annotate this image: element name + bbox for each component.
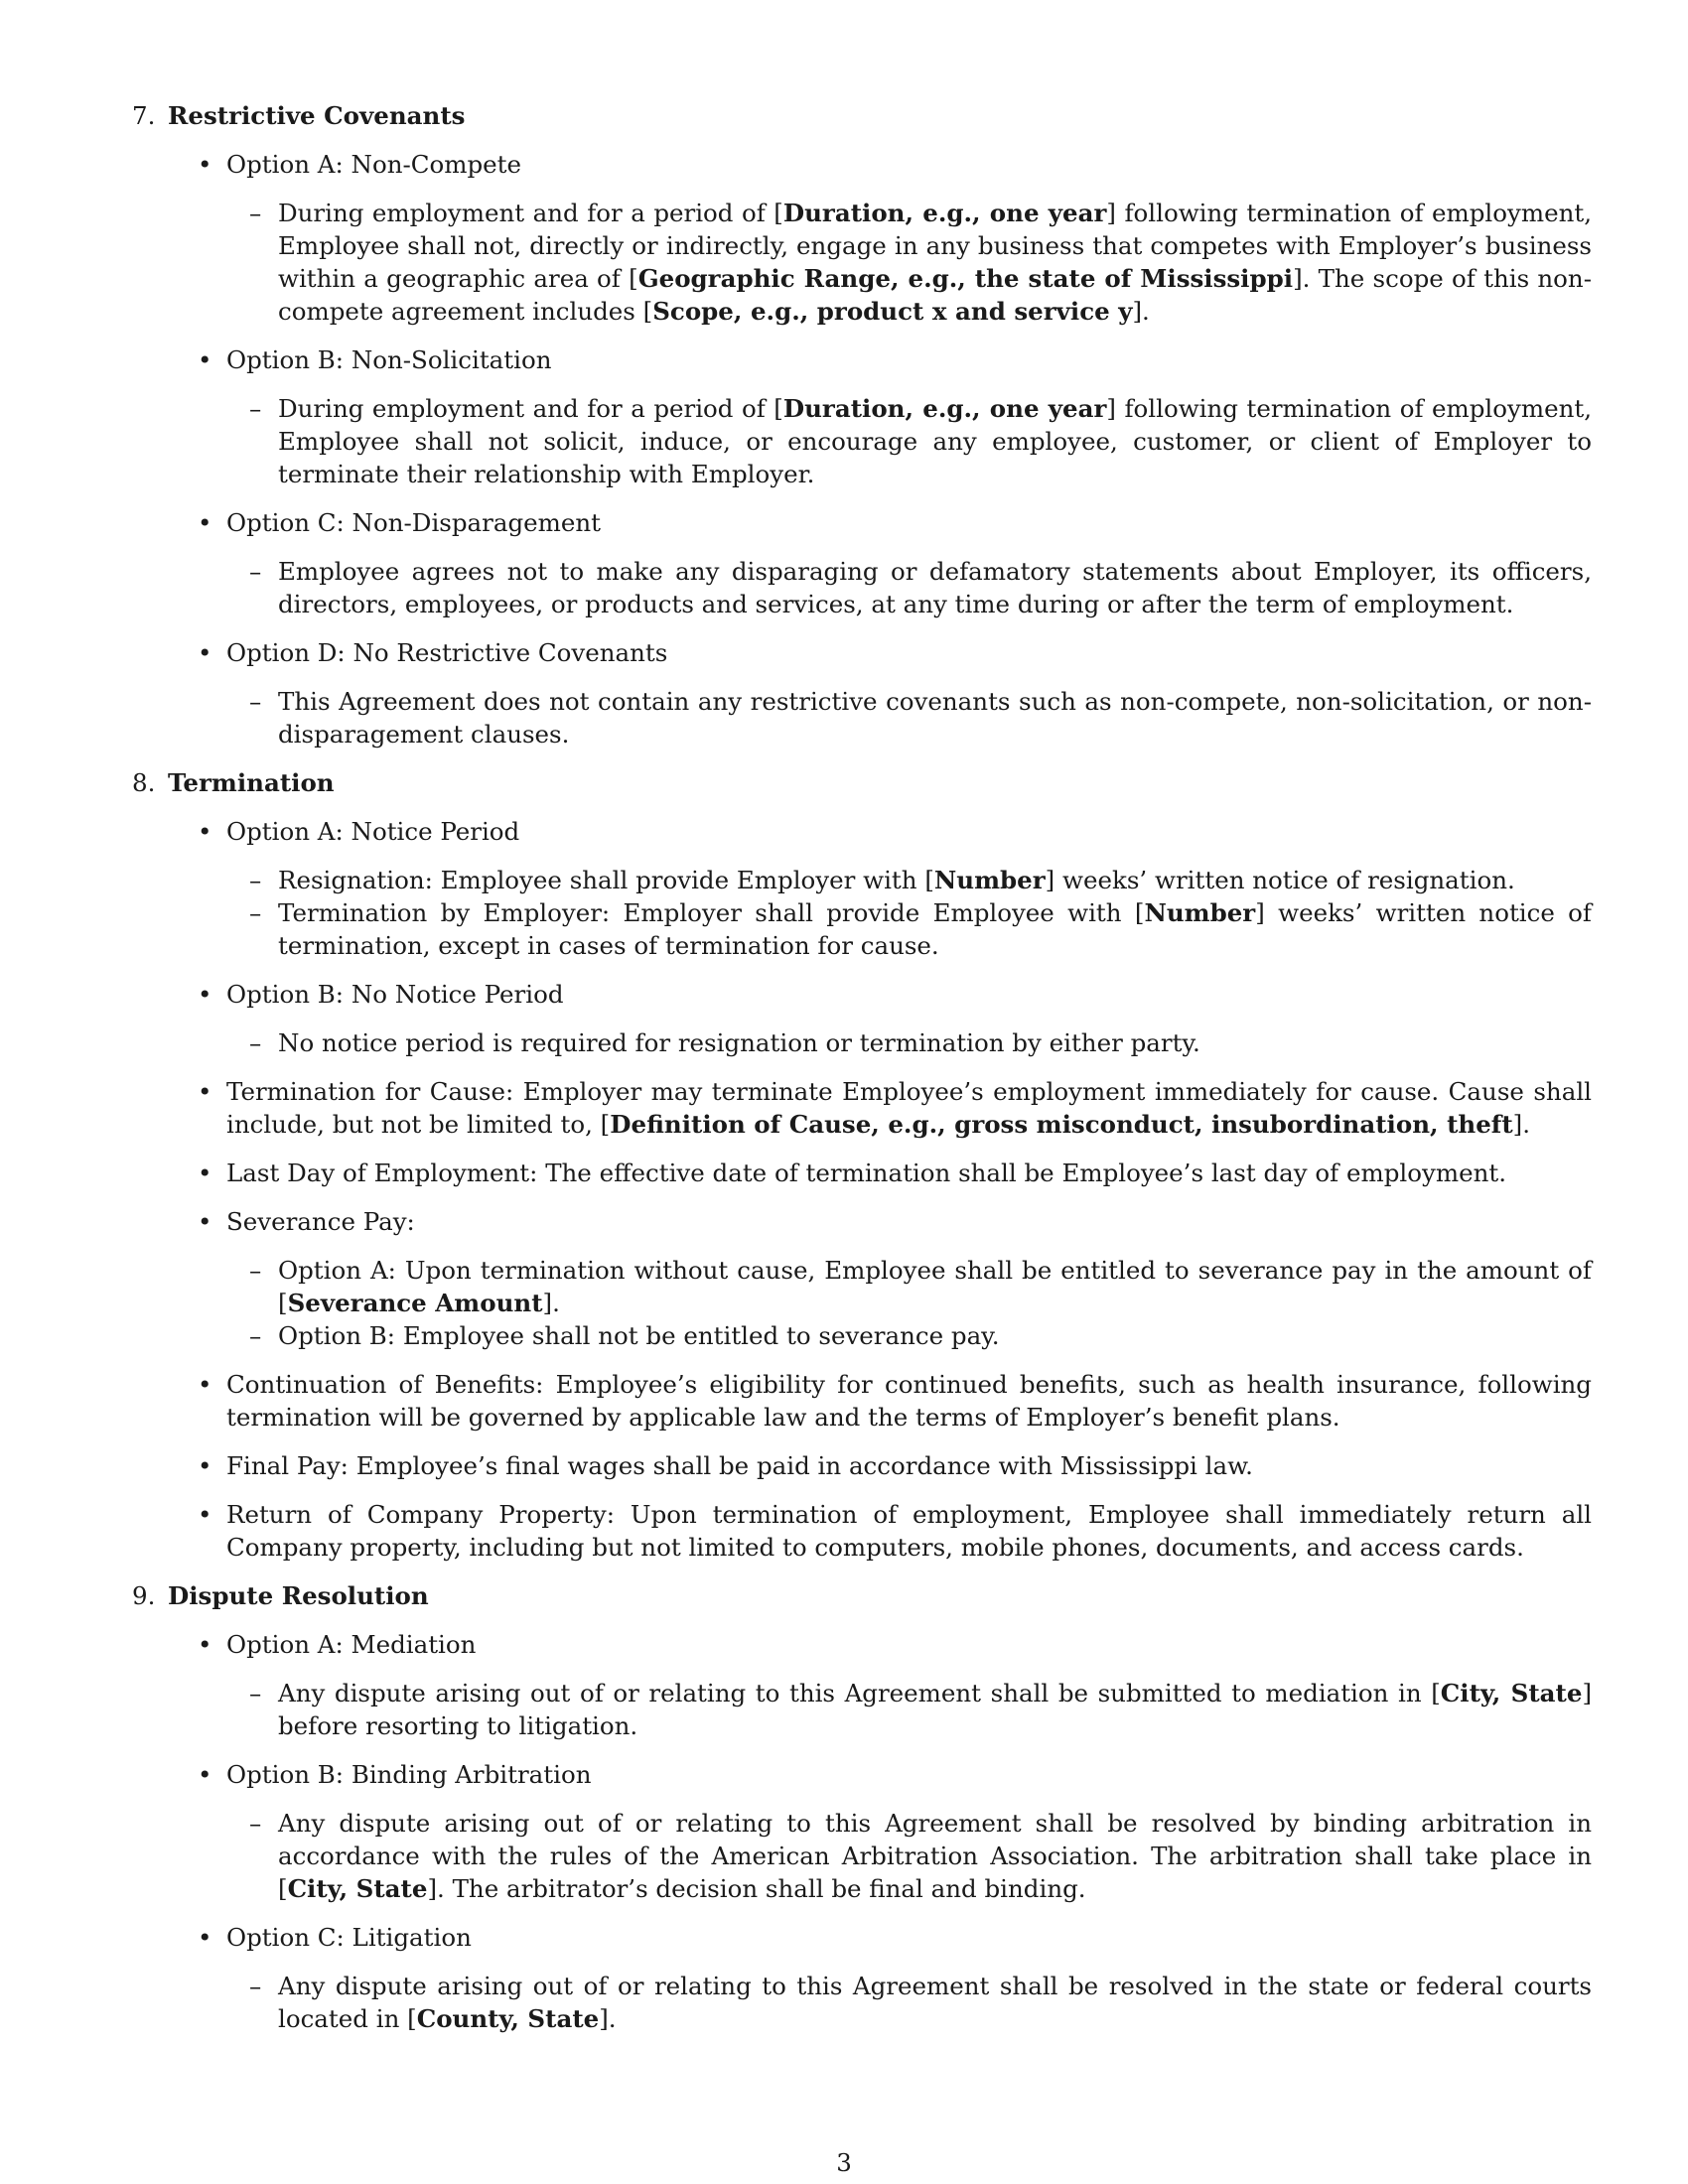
section-number: 7.	[132, 101, 156, 130]
placeholder-field: Scope, e.g., product x and service y	[652, 297, 1133, 326]
list-item	[132, 636, 1592, 669]
list-item	[132, 1628, 1592, 1661]
list-item-label: Final Pay: Employee’s final wages shall be paid in accordance with Mississippi law.	[226, 1451, 1253, 1480]
list-item-label: Option D: No Restrictive Covenants	[226, 638, 668, 667]
list-item-label: Option B: Binding Arbitration	[226, 1760, 592, 1789]
dash-icon: –	[249, 1809, 262, 1838]
list-item-label: Last Day of Employment: The effective date of termination shall be Employee’s last day of employment.	[226, 1159, 1506, 1187]
section-title: Restrictive Covenants	[168, 101, 466, 130]
list-item	[132, 1449, 1592, 1482]
bullet-icon: •	[198, 1077, 212, 1106]
placeholder-field: City, State	[1440, 1679, 1583, 1707]
sub-item	[132, 1677, 1592, 1742]
dash-icon: –	[249, 1321, 262, 1350]
text-run: ] following termination of employment, Employee shall not solicit, induce, or encourage any employee, customer, or client of Employer to terminate their relationship with Employer.	[278, 394, 1592, 488]
text-run: Resignation: Employee shall provide Employer with [	[278, 866, 934, 894]
text-run: ]. The scope of this non-compete agreement includes [	[278, 264, 1592, 326]
bullet-icon: •	[198, 817, 212, 846]
text-run: ].	[1512, 1110, 1531, 1139]
sub-item	[132, 896, 1592, 962]
text-run: ] following termination of employment, Employee shall not, directly or indirectly, engage in any business that competes with Employer’s business within a geographic area of [	[278, 199, 1592, 293]
document-body	[132, 99, 1592, 2035]
text-run: ].	[542, 1289, 560, 1317]
list-item	[132, 1921, 1592, 1954]
sub-item	[132, 864, 1592, 896]
dash-icon: –	[249, 1972, 262, 2000]
section	[132, 99, 1592, 751]
list-item-label: Option A: Mediation	[226, 1630, 477, 1659]
bullet-icon: •	[198, 1451, 212, 1480]
list-item	[132, 343, 1592, 376]
dash-icon: –	[249, 1028, 262, 1057]
list-item	[132, 506, 1592, 539]
text-run: Any dispute arising out of or relating to this Agreement shall be submitted to mediation in [	[278, 1679, 1441, 1707]
bullet-icon: •	[198, 1500, 212, 1529]
bullet-icon: •	[198, 508, 212, 537]
text-run: Termination for Cause: Employer may terminate Employee’s employment immediately for cause. Cause shall include, but not be limited to, [	[226, 1077, 1592, 1139]
sub-item	[132, 1970, 1592, 2035]
text-run: ]. The arbitrator’s decision shall be final and binding.	[427, 1874, 1086, 1903]
dash-icon: –	[249, 687, 262, 716]
dash-icon: –	[249, 557, 262, 586]
text-run: ] weeks’ written notice of resignation.	[1045, 866, 1515, 894]
placeholder-field: Number	[1144, 898, 1256, 927]
text-run: ].	[599, 2004, 617, 2033]
list-item	[132, 1157, 1592, 1189]
sub-item	[132, 555, 1592, 620]
placeholder-field: Duration, e.g., one year	[782, 394, 1107, 423]
list-item-label: Option B: Non-Solicitation	[226, 345, 552, 374]
list-item	[132, 1075, 1592, 1141]
section-heading	[132, 1579, 1592, 1612]
list-item	[132, 815, 1592, 848]
text-run: ].	[1132, 297, 1150, 326]
sub-item	[132, 1026, 1592, 1059]
dash-icon: –	[249, 394, 262, 423]
text-run: ] weeks’ written notice of termination, except in cases of termination for cause.	[278, 898, 1593, 960]
list-item	[132, 1498, 1592, 1564]
list-item	[132, 978, 1592, 1011]
section-number: 8.	[132, 768, 156, 797]
sub-item	[132, 197, 1592, 328]
text-run: Termination by Employer: Employer shall provide Employee with [	[278, 898, 1145, 927]
bullet-icon: •	[198, 1923, 212, 1952]
dash-icon: –	[249, 199, 262, 227]
list-item	[132, 1758, 1592, 1791]
placeholder-field: Severance Amount	[287, 1289, 543, 1317]
list-item-label: Option A: Non-Compete	[226, 150, 522, 179]
text-run: ] before resorting to litigation.	[278, 1679, 1592, 1740]
dash-icon: –	[249, 1256, 262, 1285]
placeholder-field: Geographic Range, e.g., the state of Mississippi	[637, 264, 1294, 293]
section-heading	[132, 99, 1592, 132]
section-heading	[132, 766, 1592, 799]
text-run: During employment and for a period of [	[278, 199, 783, 227]
text-run: No notice period is required for resignation or termination by either party.	[278, 1028, 1200, 1057]
sub-item	[132, 1319, 1592, 1352]
section-number: 9.	[132, 1581, 156, 1610]
placeholder-field: Definition of Cause, e.g., gross misconduct, insubordination, theft	[610, 1110, 1513, 1139]
placeholder-field: City, State	[287, 1874, 428, 1903]
sub-item	[132, 1807, 1592, 1905]
list-item-label: Option C: Litigation	[226, 1923, 472, 1952]
section-title: Termination	[168, 768, 335, 797]
list-item-label: Option A: Notice Period	[226, 817, 520, 846]
text-run: Option A: Upon termination without cause, Employee shall be entitled to severance pay in the amount of [	[278, 1256, 1592, 1317]
bullet-icon: •	[198, 638, 212, 667]
bullet-icon: •	[198, 150, 212, 179]
placeholder-field: Number	[933, 866, 1046, 894]
bullet-icon: •	[198, 345, 212, 374]
list-item-label: Option C: Non-Disparagement	[226, 508, 601, 537]
text-run: Any dispute arising out of or relating to this Agreement shall be resolved in the state or federal courts located in [	[278, 1972, 1592, 2033]
text-run: This Agreement does not contain any restrictive covenants such as non-compete, non-solicitation, or non-disparagement clauses.	[278, 687, 1592, 749]
section	[132, 1579, 1592, 2035]
list-item-label: Severance Pay:	[226, 1207, 415, 1236]
sub-item	[132, 392, 1592, 490]
placeholder-field: County, State	[416, 2004, 600, 2033]
text-run: Any dispute arising out of or relating to this Agreement shall be resolved by binding arbitration in accordance with the rules of the American Arbitration Association. The arbitration shall take place in [	[278, 1809, 1592, 1903]
placeholder-field: Duration, e.g., one year	[782, 199, 1107, 227]
list-item	[132, 148, 1592, 181]
text-run: Option B: Employee shall not be entitled to severance pay.	[278, 1321, 1000, 1350]
bullet-icon: •	[198, 1207, 212, 1236]
sub-item	[132, 685, 1592, 751]
list-item-label: Return of Company Property: Upon termination of employment, Employee shall immediately return all Company property, including but not limited to computers, mobile phones, documents, and access cards.	[226, 1500, 1592, 1562]
bullet-icon: •	[198, 980, 212, 1009]
bullet-icon: •	[198, 1370, 212, 1399]
section	[132, 766, 1592, 1564]
bullet-icon: •	[198, 1159, 212, 1187]
list-item-label: Option B: No Notice Period	[226, 980, 564, 1009]
dash-icon: –	[249, 898, 262, 927]
list-item-label: Continuation of Benefits: Employee’s eligibility for continued benefits, such as health insurance, following termination will be governed by applicable law and the terms of Employer’s benefit plans.	[226, 1370, 1592, 1432]
bullet-icon: •	[198, 1760, 212, 1789]
text-run: During employment and for a period of [	[278, 394, 783, 423]
bullet-icon: •	[198, 1630, 212, 1659]
dash-icon: –	[249, 866, 262, 894]
text-run: Employee agrees not to make any disparaging or defamatory statements about Employer, its officers, directors, employees, or products and services, at any time during or after the term of employment.	[278, 557, 1592, 618]
dash-icon: –	[249, 1679, 262, 1707]
page-number: 3	[836, 2148, 852, 2177]
section-title: Dispute Resolution	[168, 1581, 429, 1610]
sub-item	[132, 1254, 1592, 1319]
list-item	[132, 1368, 1592, 1433]
list-item	[132, 1205, 1592, 1238]
